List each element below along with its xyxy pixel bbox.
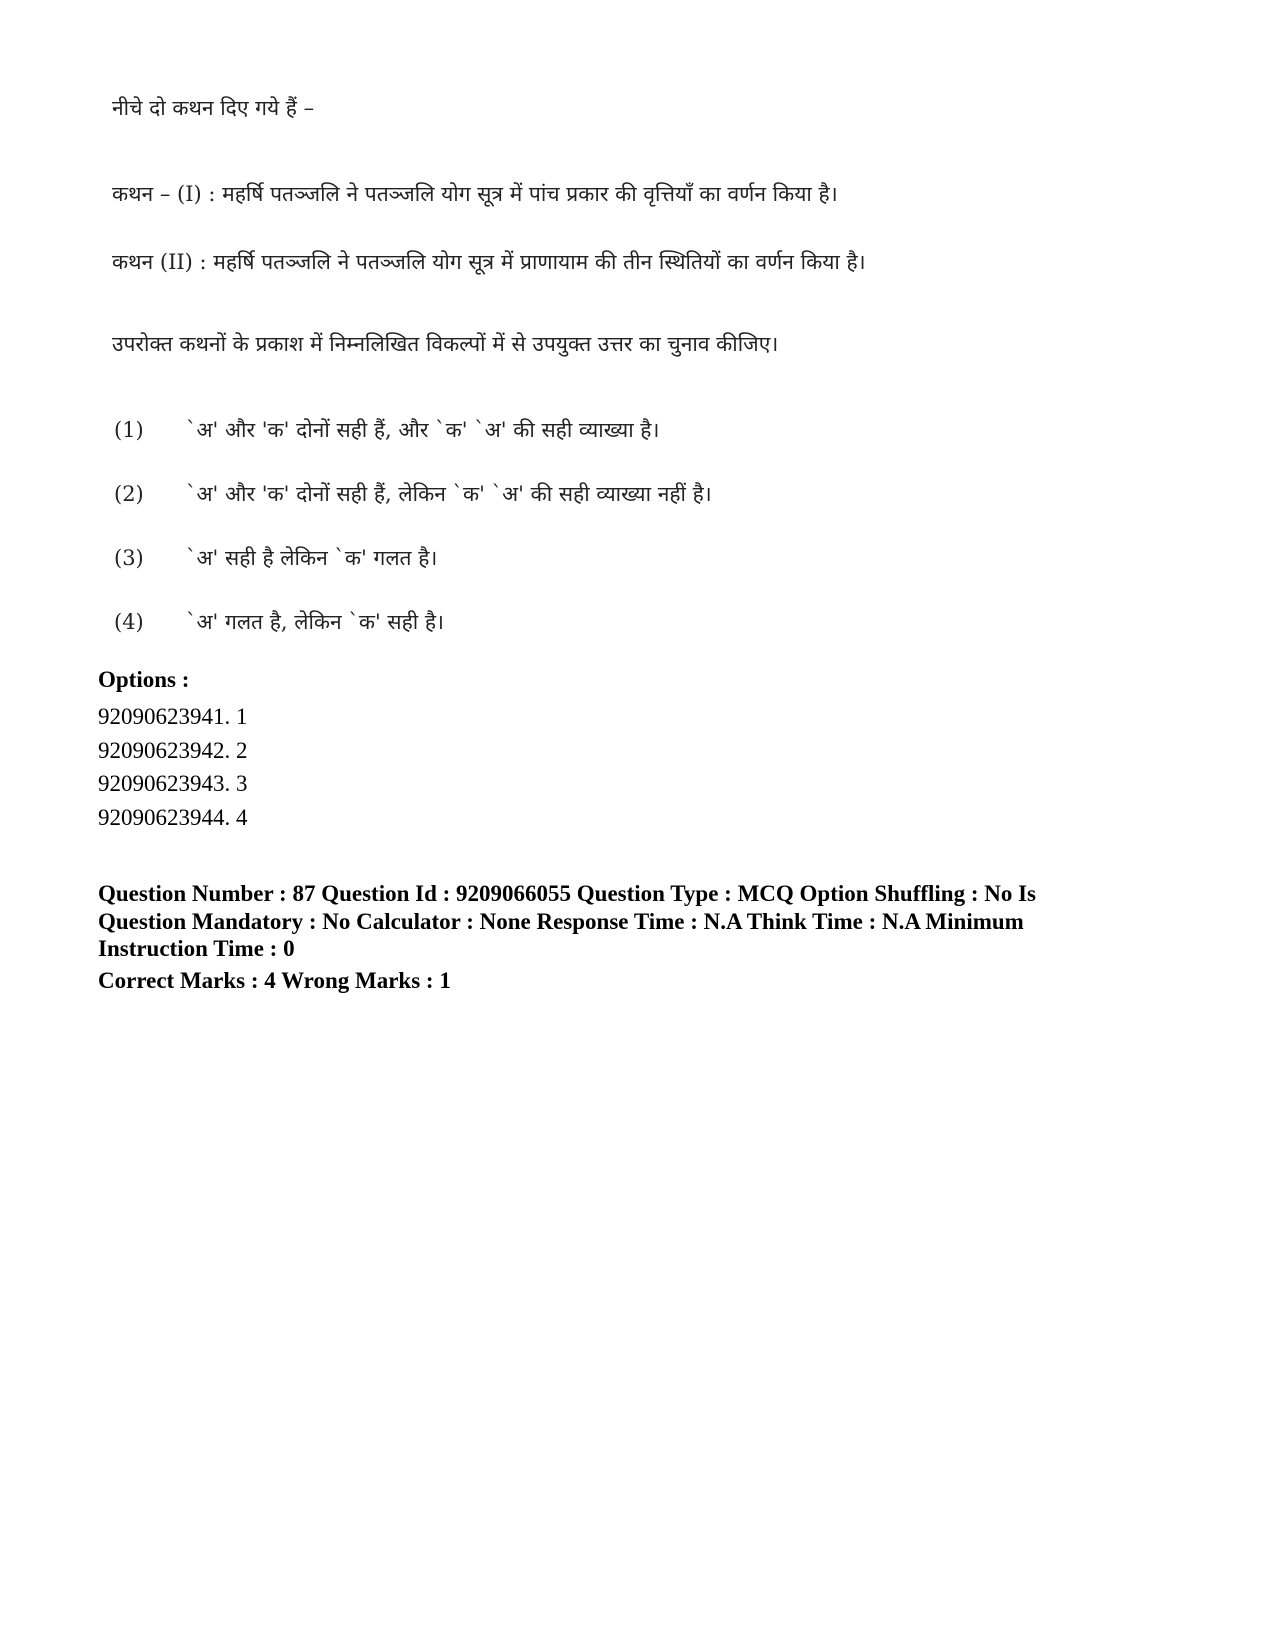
option-item: 92090623941. 1 (98, 704, 248, 729)
option-item: 92090623944. 4 (98, 804, 248, 830)
statement-2: कथन (II) : महर्षि पतञ्जलि ने पतञ्जलि योग सूत्र में प्राणायाम की तीन स्थितियों का वर्णन किया है। (112, 250, 866, 274)
choice-text: `अ' और 'क' दोनों सही हैं, लेकिन `क' `अ' की सही व्याख्या नहीं है। (186, 482, 712, 506)
question-intro: नीचे दो कथन दिए गये हैं – (112, 96, 315, 120)
choice-text: `अ' गलत है, लेकिन `क' सही है। (186, 610, 444, 634)
options-heading: Options : (98, 667, 190, 692)
statement-1: कथन – (I) : महर्षि पतञ्जलि ने पतञ्जलि योग सूत्र में पांच प्रकार की वृत्तियाँ का वर्णन किया है। (112, 182, 838, 206)
answer-choice-4 (114, 608, 444, 636)
answer-choice-1 (114, 416, 659, 444)
answer-choice-3 (114, 544, 437, 572)
choice-number: (4) (114, 610, 144, 634)
choice-number: (2) (114, 482, 144, 506)
choice-number: (3) (114, 546, 144, 570)
choice-text: `अ' सही है लेकिन `क' गलत है। (186, 546, 438, 570)
option-item: 92090623943. 3 (98, 771, 248, 796)
option-item: 92090623942. 2 (98, 737, 248, 763)
options-list (98, 700, 248, 834)
question-metadata: Question Number : 87 Question Id : 9209066055 Question Type : MCQ Option Shuffling : No Is Question Mandatory : No Calculator : None Response Time : N.A Think Time : N.A Minimum Instruction Time : 0 (98, 881, 1037, 961)
choice-number: (1) (114, 418, 144, 442)
marks-info: Correct Marks : 4 Wrong Marks : 1 (98, 968, 451, 993)
answer-choice-2 (114, 480, 712, 508)
choice-text: `अ' और 'क' दोनों सही हैं, और `क' `अ' की सही व्याख्या है। (186, 418, 660, 442)
question-prompt: उपरोक्त कथनों के प्रकाश में निम्नलिखित विकल्पों में से उपयुक्त उत्तर का चुनाव कीजिए। (112, 332, 779, 356)
